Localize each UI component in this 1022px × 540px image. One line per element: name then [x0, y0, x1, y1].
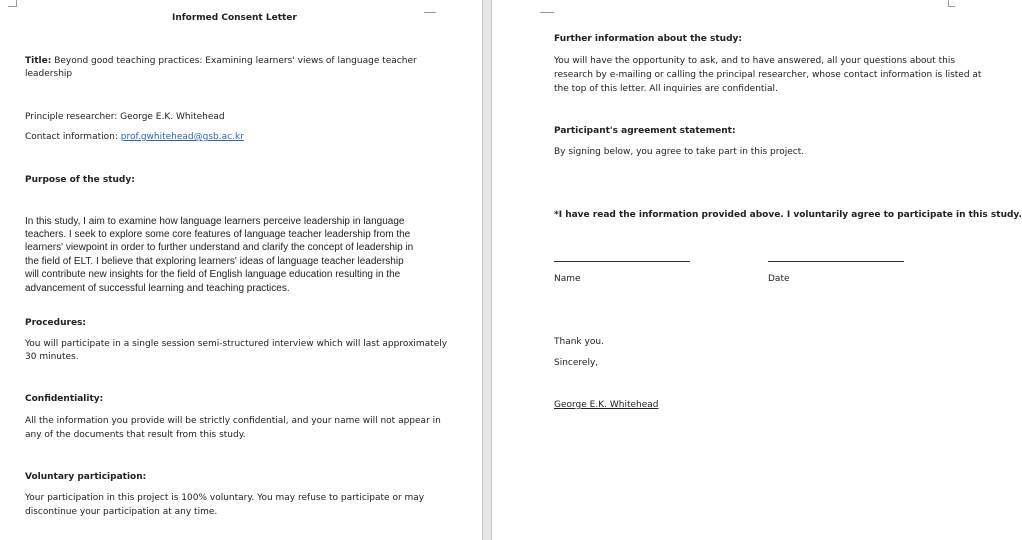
procedures-line: You will participate in a single session semi-structured interview which will last approximately	[25, 339, 448, 349]
title-label: Title:	[25, 56, 52, 66]
crop-mark	[540, 0, 554, 13]
purpose-line: advancement of successful learning and teaching practices.	[25, 283, 290, 294]
purpose-line: will contribute new insights for the field of English language education resulting in the	[25, 269, 401, 280]
principal-researcher: Principle researcher: George E.K. Whitehead	[25, 112, 225, 122]
crop-mark	[8, 0, 17, 7]
voluntary-heading: Voluntary participation:	[25, 472, 147, 482]
study-title-cont: leadership	[25, 69, 73, 79]
procedures-heading: Procedures:	[25, 318, 87, 328]
purpose-line: teachers. I seek to explore some core features of language teacher leadership from the	[25, 229, 411, 240]
left-page	[0, 0, 482, 540]
date-signature-line	[768, 261, 904, 262]
thanks-text: Thank you.	[554, 337, 604, 347]
contact-info	[25, 131, 244, 143]
document-title: Informed Consent Letter	[172, 13, 297, 23]
name-signature-line	[554, 261, 690, 262]
right-page	[492, 0, 1022, 540]
crop-mark	[424, 0, 436, 13]
confidentiality-heading: Confidentiality:	[25, 394, 104, 404]
procedures-line: 30 minutes.	[25, 352, 79, 362]
study-title	[25, 55, 417, 67]
crop-mark	[948, 0, 955, 7]
declaration: *I have read the information provided above. I voluntarily agree to participate in this study.	[554, 210, 1022, 220]
further-info-heading: Further information about the study:	[554, 34, 742, 44]
contact-label: Contact information:	[25, 132, 118, 142]
further-info-line: research by e-mailing or calling the principal researcher, whose contact information is listed at	[554, 70, 982, 80]
confidentiality-line: All the information you provide will be strictly confidential, and your name will not appear in	[25, 416, 441, 426]
purpose-line: learners' viewpoint in order to further understand and clarify the concept of leadership in	[25, 242, 414, 253]
voluntary-line: Your participation in this project is 100% voluntary. You may refuse to participate or may	[25, 493, 425, 503]
voluntary-line: discontinue your participation at any time.	[25, 507, 218, 517]
purpose-heading: Purpose of the study:	[25, 175, 135, 185]
name-label: Name	[554, 274, 581, 284]
title-text: Beyond good teaching practices: Examining learners' views of language teacher	[54, 56, 417, 66]
contact-email-link[interactable]: prof.gwhitehead@gsb.ac.kr	[120, 132, 244, 142]
date-label: Date	[768, 274, 790, 284]
signature-name: George E.K. Whitehead	[554, 400, 659, 410]
agreement-heading: Participant's agreement statement:	[554, 126, 736, 136]
further-info-line: the top of this letter. All inquiries are confidential.	[554, 84, 778, 94]
purpose-line: In this study, I aim to examine how language learners perceive leadership in language	[25, 216, 405, 227]
page-gutter	[482, 0, 492, 540]
confidentiality-line: any of the documents that result from this study.	[25, 430, 246, 440]
further-info-line: You will have the opportunity to ask, and to have answered, all your questions about this	[554, 56, 956, 66]
purpose-line: the field of ELT. I believe that exploring learners' ideas of language teacher leadership	[25, 256, 404, 267]
agreement-text: By signing below, you agree to take part in this project.	[554, 147, 805, 157]
sincerely-text: Sincerely,	[554, 358, 599, 368]
